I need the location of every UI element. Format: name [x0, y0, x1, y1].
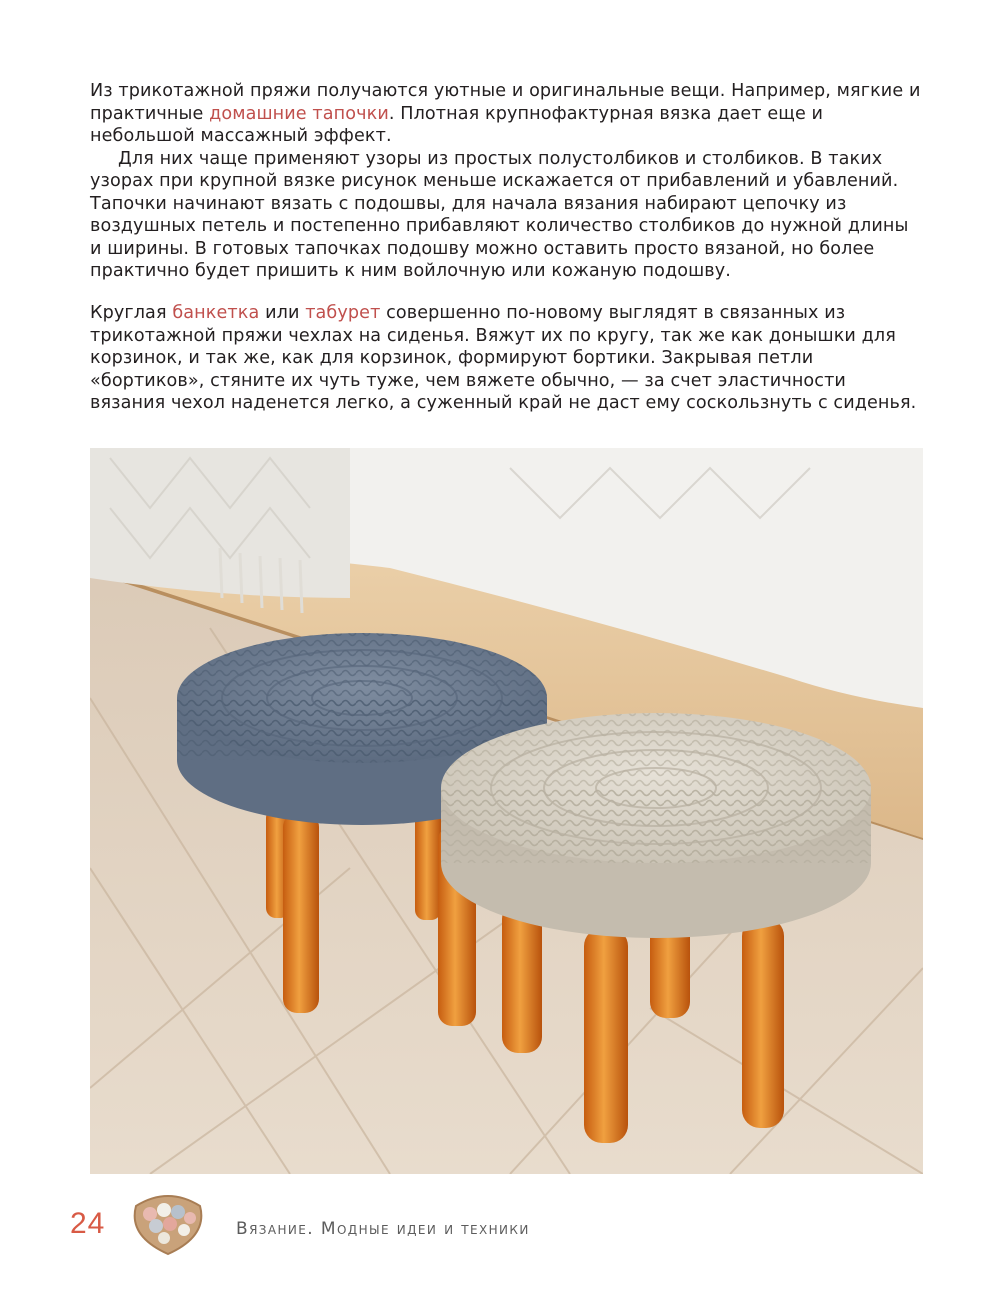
page-number: 24	[70, 1207, 106, 1240]
book-title: Вязание. Модные идеи и техники	[236, 1219, 530, 1239]
link-taburet[interactable]: табурет	[305, 303, 381, 323]
stools-illustration	[90, 448, 923, 1174]
stools-photo	[90, 448, 923, 1174]
link-slippers[interactable]: домашние тапочки	[209, 103, 389, 124]
paragraph-intro	[90, 80, 924, 148]
paragraph-stools-start: Круглая	[90, 303, 173, 323]
paragraph-stools	[90, 302, 924, 415]
paragraph-stools-rest: совершенно по-новому выглядят в связанных из трикотажной пряжи чехлах на сиденья. Вяжут их по кругу, так же как донышки для корзинок, и так же, как для корзинок, формируют бортики. Закрывая петли «бортиков», стяните их чуть туже, чем вяжете обычно, — за счет эластичности вязания чехол наденется легко, а суженный край не даст ему соскользнуть с сиденья.	[90, 303, 917, 413]
paragraph-stools-or: или	[259, 303, 306, 323]
paragraph-slippers: Для них чаще применяют узоры из простых полустолбиков и столбиков. В таких узорах при крупной вязке рисунок меньше искажается от прибавлений и убавлений. Тапочки начинают вязать с подошвы, для начала вязания набирают цепочку из воздушных петель и постепенно прибавляют количество столбиков до нужной длины и ширины. В готовых тапочках подошву можно оставить просто вязаной, но более практично будет пришить к ним войлочную или кожаную подошву.	[90, 148, 909, 281]
text-section-slippers	[90, 80, 924, 283]
paragraph-intro-tail: . Плотная крупнофактурная вязка дает еще и небольшой массажный эффект.	[90, 103, 824, 146]
text-section-stools	[90, 302, 924, 415]
link-banketka[interactable]: банкетка	[172, 303, 260, 323]
paragraph-intro-text: Из трикотажной пряжи получаются уютные и оригинальные вещи. Например, мягкие и практичные	[90, 81, 921, 124]
yarn-basket-icon	[128, 1190, 208, 1258]
